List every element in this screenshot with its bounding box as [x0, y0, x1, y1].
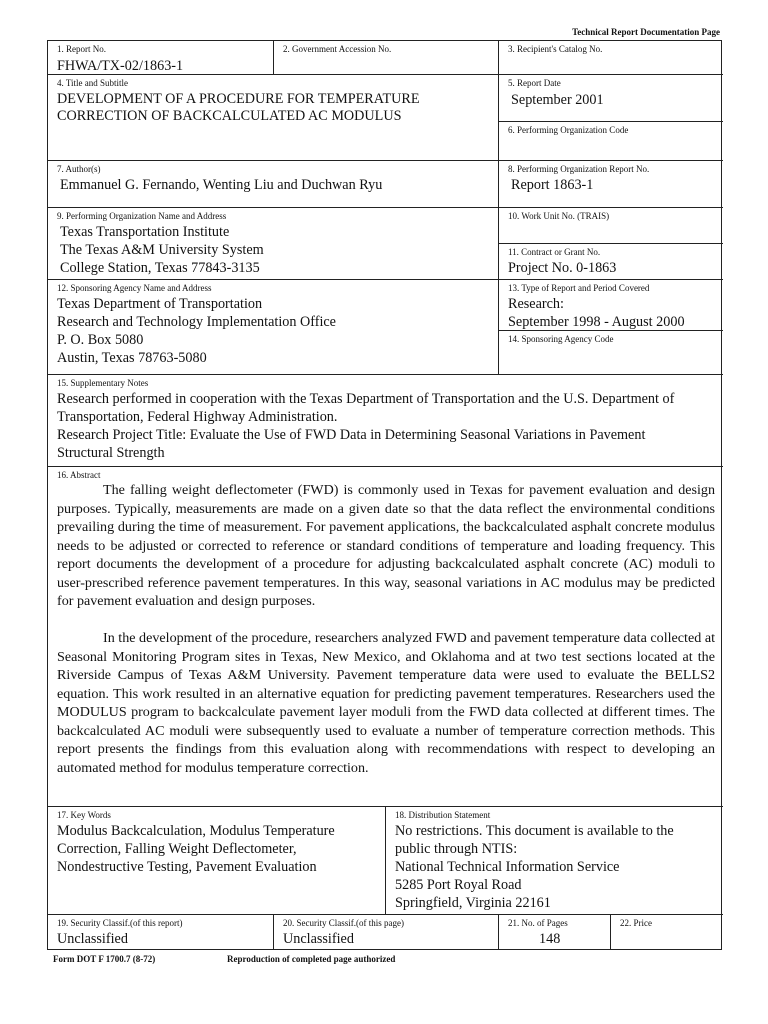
price-label: 22. Price [620, 918, 652, 928]
sponsor-name-box [48, 280, 499, 375]
supplementary-notes-box [48, 375, 723, 467]
page-title: Technical Report Documentation Page [572, 27, 720, 37]
abstract-label: 16. Abstract [57, 470, 101, 480]
key-words-line: Nondestructive Testing, Pavement Evaluation [57, 859, 317, 875]
abstract-paragraph: The falling weight deflectometer (FWD) is commonly used in Texas for pavement evaluation and design purposes. Typically, measurements are made on a given date so that the data reflect the environmental conditions prevailing during the time of measurement. For pavement applications, the backcalculated asphalt concrete modulus needs to be adjusted or corrected to reference or standard conditions of temperature and loading frequency. This report documents the development of a procedure for adjusting backcalculated asphalt concrete (AC) moduli to user-prescribed reference pavement temperatures. In this way, seasonal variations in AC modulus may be predicted for pavement evaluation and design purposes. [57, 482, 715, 609]
title-line: CORRECTION OF BACKCALCULATED AC MODULUS [57, 108, 402, 124]
distribution-line: No restrictions. This document is available to the [395, 823, 674, 839]
key-words-label: 17. Key Words [57, 810, 111, 820]
security-report-box [48, 915, 274, 949]
address-line: Austin, Texas 78763-5080 [57, 350, 207, 366]
abstract-box [48, 467, 723, 807]
title-box [48, 75, 499, 161]
note-line: Research Project Title: Evaluate the Use of FWD Data in Determining Seasonal Variations in Pavement [57, 427, 646, 443]
work-unit-label: 10. Work Unit No. (TRAIS) [508, 211, 610, 221]
sponsor-name-label: 12. Sponsoring Agency Name and Address [57, 283, 212, 293]
perf-org-report-value: Report 1863-1 [511, 177, 594, 193]
security-report-label: 19. Security Classif.(of this report) [57, 918, 183, 928]
note-line: Research performed in cooperation with the Texas Department of Transportation and the U.S. Department of [57, 391, 675, 407]
perf-org-report-label: 8. Performing Organization Report No. [508, 164, 650, 174]
perf-org-code-label: 6. Performing Organization Code [508, 125, 629, 135]
key-words-line: Modulus Backcalculation, Modulus Temperature [57, 823, 335, 839]
perf-org-name-box [48, 208, 499, 280]
report-documentation-form [47, 40, 722, 950]
contract-box [499, 244, 723, 280]
key-words-line: Correction, Falling Weight Deflectometer, [57, 841, 297, 857]
price-box [611, 915, 723, 949]
contract-label: 11. Contract or Grant No. [508, 247, 601, 257]
distribution-label: 18. Distribution Statement [395, 810, 491, 820]
report-no-value: FHWA/TX-02/1863-1 [57, 58, 184, 74]
recipient-catalog-label: 3. Recipient's Catalog No. [508, 44, 603, 54]
security-page-label: 20. Security Classif.(of this page) [283, 918, 404, 928]
note-line: Transportation, Federal Highway Administration. [57, 409, 338, 425]
pages-label: 21. No. of Pages [508, 918, 568, 928]
authors-box [48, 161, 499, 208]
report-type-box [499, 280, 723, 331]
address-line: The Texas A&M University System [60, 242, 264, 258]
report-no-label: 1. Report No. [57, 44, 106, 54]
distribution-box [386, 807, 723, 915]
authors-value: Emmanuel G. Fernando, Wenting Liu and Duchwan Ryu [60, 177, 383, 193]
work-unit-box [499, 208, 723, 244]
distribution-line: National Technical Information Service [395, 859, 620, 875]
reproduction-note: Reproduction of completed page authorized [227, 954, 396, 964]
report-date-box [499, 75, 723, 122]
title-label: 4. Title and Subtitle [57, 78, 129, 88]
note-line: Structural Strength [57, 445, 165, 461]
perf-org-name-label: 9. Performing Organization Name and Address [57, 211, 227, 221]
pages-value: 148 [539, 931, 561, 947]
report-type-line: September 1998 - August 2000 [508, 314, 685, 330]
recipient-catalog-box [499, 41, 723, 75]
distribution-line: 5285 Port Royal Road [395, 877, 522, 893]
address-line: College Station, Texas 77843-3135 [60, 260, 260, 276]
contract-value: Project No. 0-1863 [508, 260, 617, 276]
address-line: Research and Technology Implementation Office [57, 314, 336, 330]
report-no-box [48, 41, 274, 75]
key-words-value [57, 822, 335, 876]
sponsor-code-label: 14. Sponsoring Agency Code [508, 334, 614, 344]
report-type-value [508, 295, 685, 331]
report-date-label: 5. Report Date [508, 78, 561, 88]
pages-box [499, 915, 611, 949]
title-line: DEVELOPMENT OF A PROCEDURE FOR TEMPERATURE [57, 91, 420, 107]
supplementary-value [57, 390, 674, 462]
security-report-value: Unclassified [57, 931, 128, 947]
sponsor-name-value [57, 295, 336, 367]
report-date-value: September 2001 [511, 92, 604, 108]
gov-accession-box [274, 41, 499, 75]
key-words-box [48, 807, 386, 915]
perf-org-report-box [499, 161, 723, 208]
address-line: Texas Department of Transportation [57, 296, 263, 312]
distribution-line: Springfield, Virginia 22161 [395, 895, 551, 911]
distribution-line: public through NTIS: [395, 841, 518, 857]
gov-accession-label: 2. Government Accession No. [283, 44, 392, 54]
distribution-value [395, 822, 674, 912]
authors-label: 7. Author(s) [57, 164, 101, 174]
perf-org-code-box [499, 122, 723, 161]
perf-org-name-value [60, 223, 264, 277]
sponsor-code-box [499, 331, 723, 375]
abstract-paragraph: In the development of the procedure, researchers analyzed FWD and pavement temperature data collected at Seasonal Monitoring Program sites in Texas, New Mexico, and Oklahoma and at two test sections located at the Riverside Campus of Texas A&M University. Pavement temperature data were used to evaluate the BELLS2 equation. This work resulted in an alternative equation for predicting pavement temperatures. Researchers used the MODULUS program to backcalculate pavement layer moduli from the FWD data collected at different times. The backcalculated AC moduli were subsequently used to evaluate a number of temperature correction methods. This report presents the findings from this evaluation along with recommendations with respect to developing an automated method for modulus temperature correction. [57, 630, 715, 776]
title-value [57, 91, 420, 125]
report-type-label: 13. Type of Report and Period Covered [508, 283, 650, 293]
address-line: P. O. Box 5080 [57, 332, 144, 348]
report-type-line: Research: [508, 296, 564, 312]
supplementary-label: 15. Supplementary Notes [57, 378, 149, 388]
security-page-box [274, 915, 499, 949]
address-line: Texas Transportation Institute [60, 224, 230, 240]
abstract-text [57, 481, 715, 777]
form-id: Form DOT F 1700.7 (8-72) [53, 954, 156, 964]
security-page-value: Unclassified [283, 931, 354, 947]
